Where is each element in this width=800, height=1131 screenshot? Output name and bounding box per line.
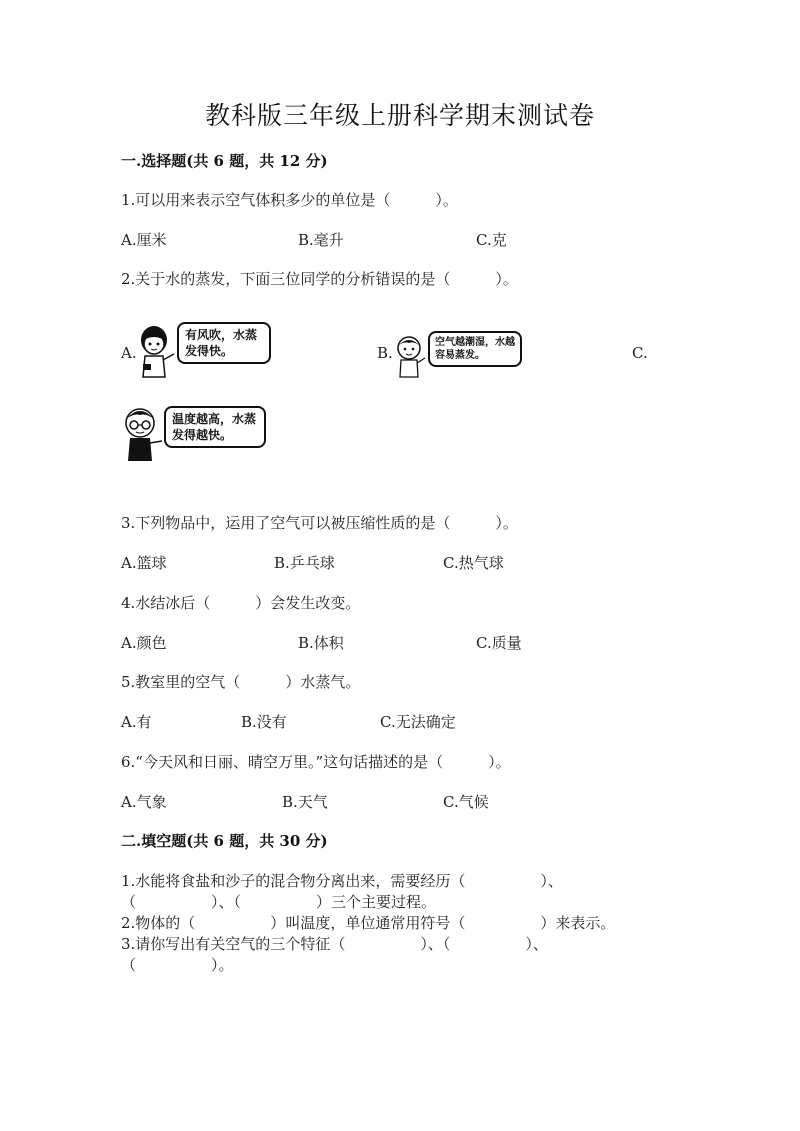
- question-4-stem: 4.水结冰后（ ）会发生改变。: [121, 594, 361, 612]
- question-6-stem: 6.“今天风和日丽、晴空万里。”这句话描述的是（ ）。: [121, 753, 511, 771]
- question-5-option-a: A.有: [121, 713, 152, 731]
- question-3-option-c: C.热气球: [443, 554, 504, 572]
- question-4-option-a: A.颜色: [121, 634, 167, 652]
- question-2-option-a-label: A.: [121, 344, 137, 362]
- question-5-stem: 5.教室里的空气（ ）水蒸气。: [121, 673, 361, 691]
- speech-bubble-a: 有风吹，水蒸发得快。: [177, 322, 271, 364]
- boy-with-glasses-icon: [120, 405, 166, 467]
- boy-student-icon: [394, 334, 428, 380]
- question-1-option-a: A.厘米: [121, 231, 167, 249]
- question-3-stem: 3.下列物品中，运用了空气可以被压缩性质的是（ ）。: [121, 514, 518, 532]
- question-1-stem: 1.可以用来表示空气体积多少的单位是（ ）。: [121, 191, 458, 209]
- question-6-option-a: A.气象: [121, 793, 167, 811]
- question-2-option-b-label: B.: [377, 344, 393, 362]
- question-6-option-c: C.气候: [443, 793, 489, 811]
- question-5-option-b: B.没有: [241, 713, 287, 731]
- question-4-option-c: C.质量: [476, 634, 522, 652]
- fill-question-3-line-1: 3.请你写出有关空气的三个特征（ ）、（ ）、: [121, 935, 548, 953]
- question-2-stem: 2.关于水的蒸发，下面三位同学的分析错误的是（ ）。: [121, 270, 518, 288]
- page-title: 教科版三年级上册科学期末测试卷: [204, 101, 595, 130]
- question-3-option-b: B.乒乓球: [274, 554, 335, 572]
- question-1-option-c: C.克: [476, 231, 507, 249]
- speech-bubble-c: 温度越高，水蒸发得越快。: [164, 406, 266, 448]
- fill-question-1-line-2: （ ）、（ ）三个主要过程。: [121, 893, 437, 911]
- section-heading-choice: 一.选择题(共 6 题，共 12 分): [121, 152, 328, 170]
- question-3-option-a: A.篮球: [121, 554, 167, 572]
- question-1-option-b: B.毫升: [298, 231, 344, 249]
- question-5-option-c: C.无法确定: [380, 713, 456, 731]
- question-2-option-c-label: C.: [632, 344, 648, 362]
- question-4-option-b: B.体积: [298, 634, 344, 652]
- speech-bubble-b: 空气越潮湿，水越容易蒸发。: [428, 331, 522, 367]
- section-heading-fill: 二.填空题(共 6 题，共 30 分): [121, 832, 328, 850]
- fill-question-1-line-1: 1.水能将食盐和沙子的混合物分离出来，需要经历（ ）、: [121, 872, 563, 890]
- fill-question-2: 2.物体的（ ）叫温度，单位通常用符号（ ）来表示。: [121, 914, 616, 932]
- girl-student-icon: [134, 322, 179, 382]
- fill-question-3-line-2: （ ）。: [121, 956, 234, 974]
- question-6-option-b: B.天气: [282, 793, 328, 811]
